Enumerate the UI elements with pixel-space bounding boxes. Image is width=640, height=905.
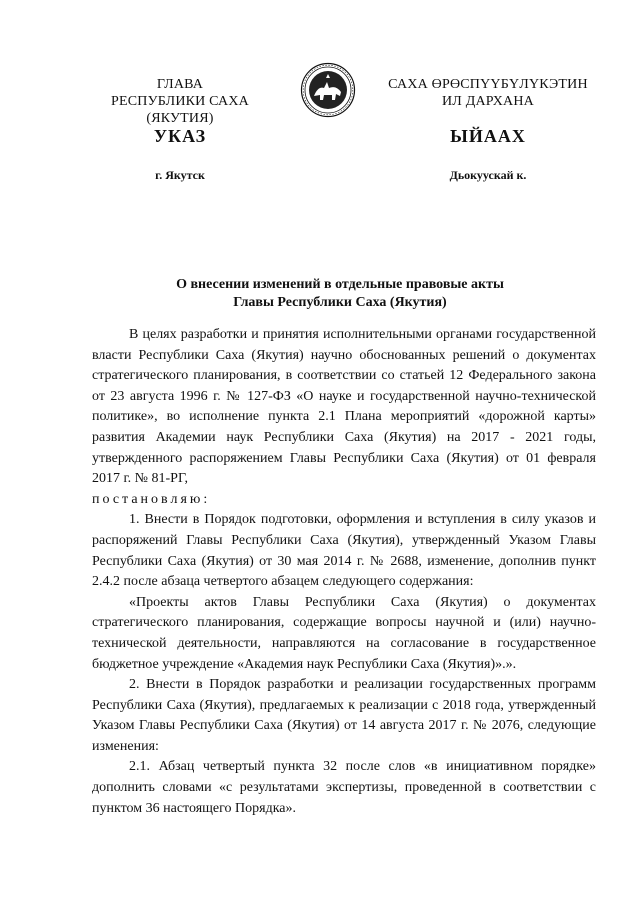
decree-title-line2: Главы Республики Саха (Якутия): [233, 295, 447, 310]
decree-title-line1: О внесении изменений в отдельные правовые акты: [176, 277, 504, 292]
issuer-ru: [80, 76, 280, 127]
preamble-text: В целях разработки и принятия исполнительными органами государственной власти Республики Саха (Якутия) научно обоснованных решений о документах стратегического планирования, в соответствии со статьей 12 Федерального закона от 23 августа 1996 г. № 127-ФЗ «О науке и государственной научно-технической политике», во исполнение пункта 2.1 Плана мероприятий «дорожной карты» развития Академии наук Республики Саха (Якутия) на 2017 - 2021 годы, утвержденного распоряжением Главы Республики Саха (Якутия) от 01 февраля 2017 г. № 81-РГ,: [92, 327, 596, 487]
clause-1: 1. Внести в Порядок подготовки, оформления и вступления в силу указов и распоряжений Главы Республики Саха (Якутия), утвержденный Указом Главы Республики Саха (Якутия) от 30 мая 2014 г. № 2688, изменение, дополнив пункт 2.4.2 после абзаца четвертого абзацем следующего содержания:: [92, 512, 596, 590]
doc-type-ru: УКАЗ: [153, 126, 207, 146]
issuer-sakha-line1: САХА ӨРӨСПҮҮБҮЛҮКЭТИН: [388, 77, 588, 92]
decree-verb: постановляю:: [92, 491, 211, 507]
issuer-ru-line1: ГЛАВА: [156, 77, 204, 92]
preamble-paragraph: [92, 325, 596, 510]
city-sakha: Дьокуускай к.: [449, 168, 527, 182]
doc-type-sakha: ЫЙААХ: [450, 126, 526, 146]
decree-body: [92, 325, 596, 819]
issuer-sakha: [388, 76, 588, 110]
clause-1-quote: «Проекты актов Главы Республики Саха (Якутия) о документах стратегического планирования, содержащие вопросы научной и (или) научно-технической деятельности, направляются на согласование в государственное бюджетное учреждение «Академия наук Республики Саха (Якутия)».».: [92, 594, 596, 672]
clause-2: 2. Внести в Порядок разработки и реализации государственных программ Республики Саха (Якутия), предлагаемых к реализации с 2018 года, утвержденный Указом Главы Республики Саха (Якутия) от 14 августа 2017 г. № 2076, следующие изменения:: [92, 677, 596, 754]
city-ru: г. Якутск: [155, 168, 205, 182]
issuer-ru-line2: РЕСПУБЛИКИ САХА (ЯКУТИЯ): [111, 94, 249, 126]
clause-2-1: 2.1. Абзац четвертый пункта 32 после слов «в инициативном порядке» дополнить словами «с результатами экспертизы, проведенной в соответствии с пунктом 36 настоящего Порядка».: [92, 759, 596, 816]
coat-of-arms-emblem: [300, 62, 356, 118]
issuer-sakha-line2: ИЛ ДАРХАНА: [441, 94, 534, 109]
decree-title: [90, 276, 590, 312]
